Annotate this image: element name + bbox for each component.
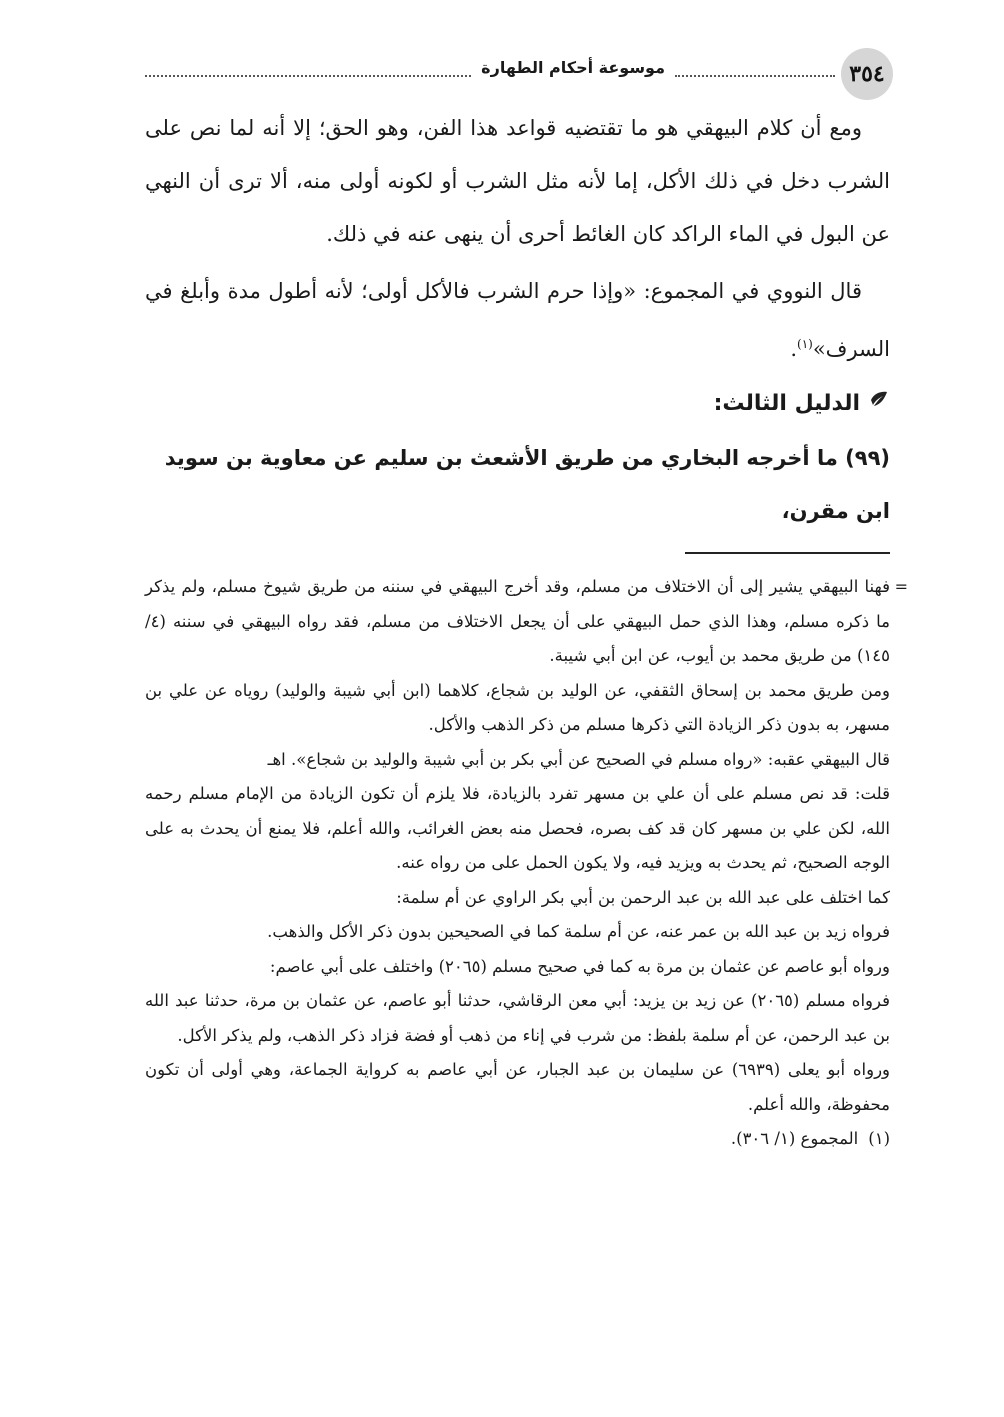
leaf-bullet-icon	[868, 376, 890, 432]
footnotes-block	[145, 570, 908, 1156]
footnote-separator	[685, 552, 890, 554]
page-number-badge	[841, 48, 893, 100]
footnote-1-text: المجموع (١/ ٣٠٦).	[730, 1129, 859, 1148]
continuation-mark: =	[894, 577, 908, 596]
main-text	[145, 102, 890, 538]
nawawi-quote: قال النووي في المجموع: «وإذا حرم الشرب فالأكل أولى؛ لأنه أطول مدة وأبلغ في السرف»	[145, 279, 890, 361]
footnote-paragraph: فرواه مسلم (٢٠٦٥) عن زيد بن يزيد: أبي معن الرقاشي، حدثنا أبو عاصم، عن عثمان بن مرة، حدثنا عبد الله بن عبد الرحمن، عن أم سلمة بلفظ: من شرب في إناء من ذهب أو فضة فزاد ذكر الذهب، ولم يذكر الأكل.	[145, 991, 890, 1045]
footnote-paragraph: قال البيهقي عقبه: «رواه مسلم في الصحيح عن أبي بكر بن أبي شيبة والوليد بن شجاع». اهـ	[267, 749, 890, 769]
section-heading: الدليل الثالث:	[713, 391, 860, 416]
footnote-1-number: (١)	[868, 1129, 890, 1148]
page-header	[145, 40, 890, 102]
hadith-99-line-2: ابن مقرن،	[781, 499, 890, 523]
footnote-paragraph: قلت: قد نص مسلم على أن علي بن مسهر تفرد بالزيادة، فلا يلزم أن تكون الزيادة من الإمام مسلم رحمه الله، لكن علي بن مسهر كان قد كف بصره، فحصل منه بعض الغرائب، والله أعلم، فلا يمنع أن يحدث به على الوجه الصحيح، ثم يحدث به ويزيد فيه، ولا يكون الحمل على من رواه عنه.	[145, 784, 890, 872]
footnote-ref-1[interactable]: (١)	[797, 337, 813, 351]
footnote-paragraph: ورواه أبو يعلى (٦٩٣٩) عن سليمان بن عبد الجبار، عن أبي عاصم به كرواية الجماعة، وهي أولى أن تكون محفوظة، والله أعلم.	[145, 1060, 890, 1114]
hadith-99-line-1: (٩٩) ما أخرجه البخاري من طريق الأشعث بن سليم عن معاوية بن سويد	[164, 446, 890, 470]
footnote-paragraph: فرواه زيد بن عبد الله بن عمر عنه، عن أم سلمة كما في الصحيحين بدون ذكر الأكل والذهب.	[267, 922, 890, 941]
book-page	[145, 40, 908, 1380]
paragraph-1: ومع أن كلام البيهقي هو ما تقتضيه قواعد هذا الفن، وهو الحق؛ إلا أنه لما نص على الشرب دخل في ذلك الأكل، إما لأنه مثل الشرب أو لكونه أولى منه، ألا ترى أن النهي عن البول في الماء الراكد كان الغائط أحرى أن ينهى عنه في ذلك.	[145, 116, 890, 246]
header-dots-right	[675, 65, 835, 77]
header-dots-left	[145, 65, 471, 77]
footnote-1	[145, 1122, 890, 1156]
footnote-paragraph: فهنا البيهقي يشير إلى أن الاختلاف من مسلم، وقد أخرج البيهقي في سننه من طريق شيوخ مسلم، ولم يذكر ما ذكره مسلم، وهذا الذي حمل البيهقي على أن يجعل الاختلاف من مسلم، فقد رواه البيهقي في سننه (٤/ ١٤٥) من طريق محمد بن أيوب، عن ابن أبي شيبة.	[145, 577, 890, 665]
footnote-paragraph: كما اختلف على عبد الله بن عبد الرحمن بن أبي بكر الراوي عن أم سلمة:	[396, 887, 890, 907]
section-heading-row	[145, 376, 890, 432]
footnote-paragraph: ومن طريق محمد بن إسحاق الثقفي، عن الوليد بن شجاع، كلاهما (ابن أبي شيبة والوليد) روياه عن علي بن مسهر، به بدون ذكر الزيادة التي ذكرها مسلم من ذكر الذهب والأكل.	[145, 680, 890, 734]
paragraph-2-end: .	[790, 337, 797, 361]
paragraph-2	[145, 265, 890, 376]
running-title: موسوعة أحكام الطهارة	[481, 58, 665, 77]
header-title-line	[145, 58, 835, 77]
page-number: ٣٥٤	[849, 61, 885, 87]
footnote-paragraph: ورواه أبو عاصم عن عثمان بن مرة به كما في صحيح مسلم (٢٠٦٥) واختلف على أبي عاصم:	[269, 956, 890, 976]
